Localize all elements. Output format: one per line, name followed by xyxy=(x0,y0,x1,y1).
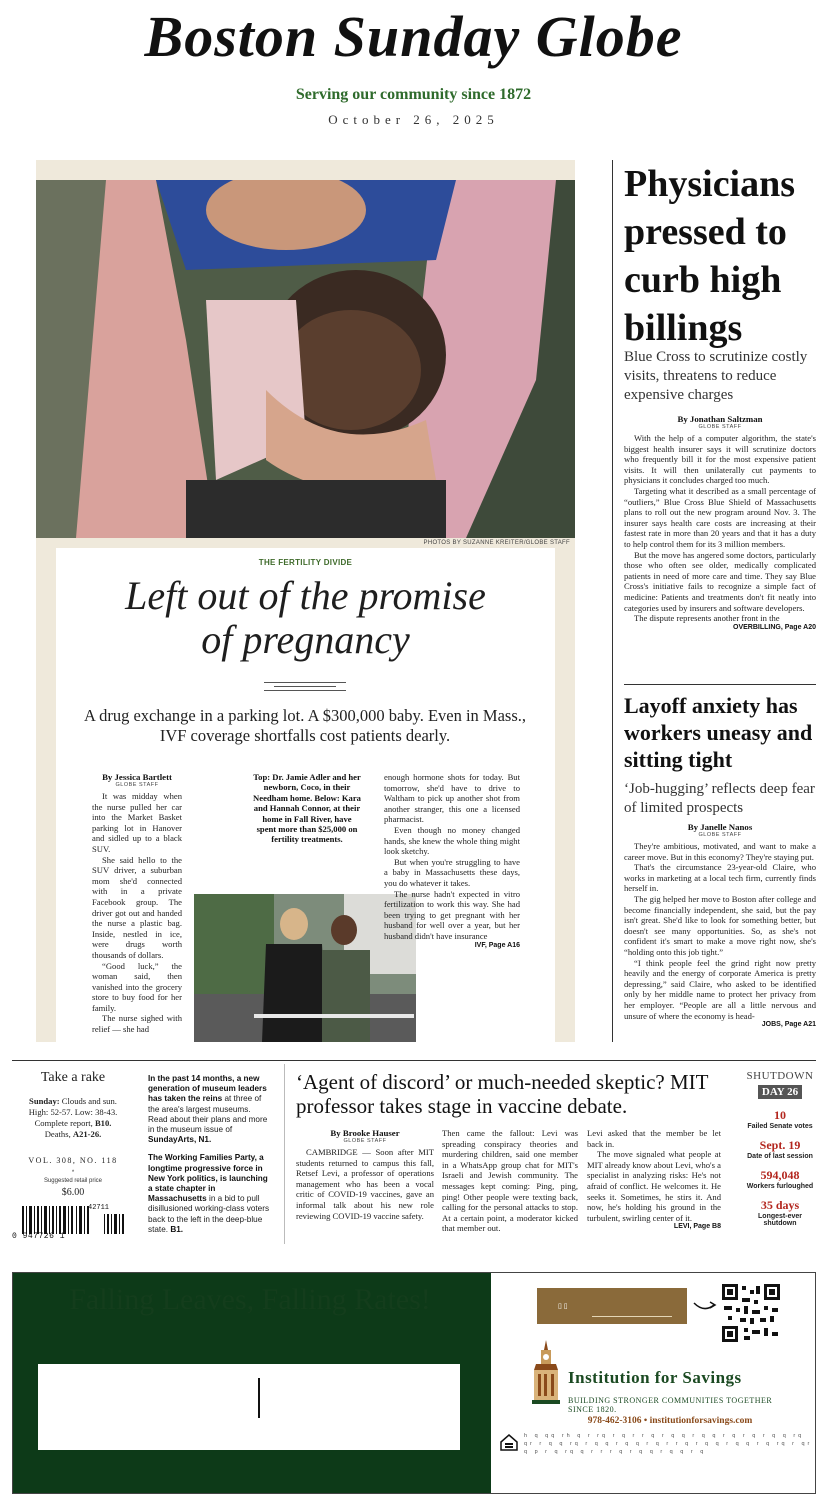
teaser-bold: The Working Families Party, a longtime progressive force in New York politics, is launching a state chapter in Massachusetts xyxy=(148,1153,268,1204)
teaser-bold: In the past 14 months, a new generation of museum leaders has taken the reins xyxy=(148,1074,267,1104)
feature-paragraph: The nurse hadn't expected in vitro fertilization to work this way. She had been trying to get pregnant with her husband for well over a year, but her husband didn't have insurance xyxy=(384,888,520,941)
right2-paragraph: That's the circumstance 23-year-old Claire, who works in marketing at a local tech firm, currently finds herself in. xyxy=(624,862,816,894)
barcode-top-number: 42711 xyxy=(88,1204,110,1212)
barcode xyxy=(20,1202,128,1236)
bottom-rule xyxy=(12,1060,816,1061)
mit-paragraph: Then came the fallout: Levi was spreading conspiracy theories and murdering children, said one member in a WhatsApp group chat for MIT's Israeli and Jewish community. The messages kept coming: Ping, ping, ping! Other people were texting back, calling for the personal attacks to stop. At a certain point, a moderator kicked that member out. xyxy=(442,1128,578,1234)
feature-byline: By Jessica Bartlett xyxy=(102,772,172,782)
mit-byline: By Brooke Hauser xyxy=(330,1128,400,1138)
photo-credit: PHOTOS BY SUZANNE KREITER/GLOBE STAFF xyxy=(423,540,570,546)
weather-sunday-label: Sunday: xyxy=(29,1096,60,1106)
main-photo xyxy=(36,180,575,538)
feature-paragraph: But when you're struggling to have a baby in Massachusetts these days, you do whatever it takes. xyxy=(384,856,520,888)
price: $6.00 xyxy=(61,1187,85,1198)
feature-paragraph: Even though no money changed hands, she knew the whole thing might look sketchy. xyxy=(384,824,520,857)
bank-building-icon xyxy=(530,1340,562,1408)
teaser-item[interactable] xyxy=(148,1074,272,1145)
right2-jump[interactable]: JOBS, Page A21 xyxy=(761,1021,816,1029)
right2-paragraph: They're ambitious, motivated, and want to make a career move. But in this economy? They're staying put. xyxy=(624,841,816,862)
shutdown-box xyxy=(744,1070,816,1227)
right2-staff: GLOBE STAFF xyxy=(698,832,742,838)
ad-button-line xyxy=(592,1316,672,1317)
ad-brand-tagline: BUILDING STRONGER COMMUNITIES TOGETHER SINCE 1820. xyxy=(568,1396,773,1414)
mit-paragraph: Levi asked that the member be let back in. xyxy=(587,1128,721,1149)
section-rule xyxy=(624,684,816,685)
mit-column-2 xyxy=(442,1128,578,1234)
mit-headline[interactable]: ‘Agent of discord’ or much-needed skeptic? MIT professor takes stage in vaccine debate. xyxy=(296,1070,709,1118)
feature-paragraph: “Good luck,” the woman said, then vanished into the grocery store to buy food for her family. xyxy=(92,960,182,1013)
feature-dek: A drug exchange in a parking lot. A $300,000 baby. Even in Mass., IVF coverage shortfalls cost patients dearly. xyxy=(83,706,527,745)
mother-baby-photo xyxy=(36,180,575,538)
right2-dek: ‘Job-hugging’ reflects deep fear of limited prospects xyxy=(624,781,815,816)
right2-headline[interactable]: Layoff anxiety has workers uneasy and sitting tight xyxy=(624,693,813,772)
feature-column-1 xyxy=(92,772,182,1035)
price-label: Suggested retail price xyxy=(43,1178,103,1184)
qr-code-icon[interactable] xyxy=(722,1284,780,1342)
mit-column-1 xyxy=(296,1128,434,1221)
feature-paragraph: She said hello to the SUV driver, a suburban mom she'd connected with in a private Facebook group. The driver got out and handed the nurse a plastic bag. Inside, nestled in ice, were drugs worth thousands of dollars. xyxy=(92,854,182,960)
weather-text xyxy=(20,1096,126,1140)
shutdown-stat-label: Date of last session xyxy=(747,1153,813,1160)
shutdown-stat-label: Workers furloughed xyxy=(746,1183,814,1190)
arrow-icon xyxy=(692,1298,718,1312)
feature-paragraph: It was midday when the nurse pulled her car into the Market Basket parking lot in Hanover and sidled up to a black SUV. xyxy=(92,791,182,854)
ad-faint-text: Falling Leaves, Falling Rates! xyxy=(69,1283,431,1316)
shutdown-stat-number: Sept. 19 xyxy=(759,1138,801,1152)
shutdown-title: SHUTDOWN xyxy=(746,1070,814,1082)
ad-fine-print: h q qq rh q r rq r q r r q r q q r q q r q r q r q q rq qr r q q rq r q q r q q r q r r q r q q r q q r q rq r qr q p r q rq q r r r q r q q r q q r q xyxy=(524,1433,813,1455)
couple-photo xyxy=(194,894,416,1042)
feature-paragraph: The nurse sighed with relief — she had xyxy=(92,1013,182,1035)
right2-byline: By Janelle Nanos xyxy=(687,822,753,832)
right2-story xyxy=(624,822,816,1028)
deaths-page[interactable]: A21-26. xyxy=(72,1129,102,1139)
teaser-text: in a bid to pull disillusioned working-class voters back to the left in the deep-blue state. xyxy=(148,1194,270,1234)
feature-paragraph: enough hormone shots for today. But tomorrow, she'd have to drive to Waltham to pick up another shot from another stranger, this one a licensed pharmacist. xyxy=(384,772,520,825)
shutdown-stat-label: Failed Senate votes xyxy=(747,1123,813,1130)
masthead-tagline: Serving our community since 1872 xyxy=(295,86,532,103)
star-mark: * xyxy=(71,1170,75,1176)
right1-headline[interactable]: Physicians pressed to curb high billings xyxy=(624,163,796,349)
teaser-text: at three of the area's largest museums. Read about their plans and more in the museum issue of xyxy=(148,1094,268,1135)
shutdown-stat-number: 10 xyxy=(774,1108,786,1122)
ad-button-text: ▯ ▯ xyxy=(558,1303,568,1310)
right1-jump[interactable]: OVERBILLING, Page A20 xyxy=(733,623,816,631)
shutdown-stat-number: 594,048 xyxy=(760,1168,800,1182)
ad-brand-name: Institution for Savings xyxy=(568,1368,742,1387)
right1-paragraph: With the help of a computer algorithm, the state's biggest health insurer says it will scrutinize doctors who frequently bill it for the most expensive patient visits. It will then unilaterally cut payments to physicians it concludes charged too much. xyxy=(624,433,816,486)
headline-ornament xyxy=(264,682,346,694)
ad-cursor xyxy=(258,1378,260,1418)
weather-title: Take a rake xyxy=(40,1070,106,1085)
shutdown-stat-label: Longest-ever shutdown xyxy=(758,1213,802,1227)
right1-staff: GLOBE STAFF xyxy=(698,424,742,430)
masthead-title: Boston Sunday Globe xyxy=(144,4,683,69)
right2-paragraph: The gig helped her move to Boston after college and become financially independent, she said, but the pay isn't great. She'd like to look for something better, but doesn't see many opportunities. So, as she's not confident it's smart to make a move right now, she's “holding onto this job tight.” xyxy=(624,893,816,957)
ad-white-box xyxy=(38,1364,460,1450)
mit-paragraph: CAMBRIDGE — Soon after MIT students returned to campus this fall, Retsef Levi, a professor of operations management who has been a vocal critic of COVID-19 vaccines, gave an informal talk about his new role reviewing COVID-19 vaccine safety. xyxy=(296,1147,434,1221)
right2-paragraph: “I think people feel the grind right now pretty heavily and the energy of corporate America is pretty depressing,” said Claire, who asked to be identified only by her middle name to protect her privacy from her employer. “People are all a little nervous and unsure of where the economy is head- xyxy=(624,957,816,1021)
barcode-icon xyxy=(20,1202,128,1236)
feature-column-3 xyxy=(384,772,520,949)
volume-number: VOL. 308, NO. 118 xyxy=(28,1156,118,1165)
teaser-item[interactable] xyxy=(148,1153,272,1235)
mit-column-3 xyxy=(587,1128,721,1230)
teasers xyxy=(148,1074,272,1243)
bottom-column-rule xyxy=(284,1064,285,1244)
ad-contact[interactable]: 978-462-3106 • institutionforsavings.com xyxy=(587,1416,753,1426)
teaser-ref: B1. xyxy=(170,1224,184,1234)
equal-housing-icon xyxy=(500,1434,518,1454)
feature-headline[interactable]: Left out of the promise of pregnancy xyxy=(125,573,486,662)
weather-forecast: Clouds and sun. High: 52-57. Low: 38-43. xyxy=(28,1096,118,1117)
weather-report-label: Complete report, xyxy=(34,1118,93,1128)
right1-dek: Blue Cross to scrutinize costly visits, threatens to reduce expensive charges xyxy=(624,349,808,403)
mit-paragraph: The move signaled what people at MIT already know about Levi, who's a specialist in analyzing risks: He's not afraid of conflict. He welcomes it. He seeks it. Sometimes, he stirs it. And now, he's holding his ground in the turbulent, swirling center of it. xyxy=(587,1149,721,1223)
weather-report-page[interactable]: B10. xyxy=(94,1118,112,1128)
photo-caption: Top: Dr. Jamie Adler and her newborn, Coco, in their Needham home. Below: Kara and Hannah Connor, at their home in Fall River, have spent more than $25,000 on fertility treatments. xyxy=(253,772,361,845)
right1-paragraph: But the move has angered some doctors, particularly those who often see older, medically complicated patients in need of more care and time. They say Blue Cross's initiative fails to recognize a simple fact of medicine: Patients and treatments don't fit neatly into categories used by insurers and software developers. xyxy=(624,549,816,613)
barcode-number: 0 947726 1 xyxy=(12,1232,66,1241)
secondary-photo xyxy=(194,894,416,1042)
masthead-date: October 26, 2025 xyxy=(328,112,499,127)
right1-paragraph: The dispute represents another front in the xyxy=(634,613,780,624)
deaths-label: Deaths, xyxy=(44,1129,71,1139)
shutdown-day: DAY 26 xyxy=(758,1085,802,1099)
feature-staff: GLOBE STAFF xyxy=(115,782,159,788)
right1-paragraph: Targeting what it described as a small percentage of “outliers,” Blue Cross Blue Shield of Massachusetts plans to roll out the new program around Nov. 3. The insurer says health care costs are increasing at their fastest rate in more than 20 years and that it has a duty to help control them for its 3 million members. xyxy=(624,485,816,549)
mit-jump[interactable]: LEVI, Page B8 xyxy=(673,1223,721,1231)
shutdown-stat-number: 35 days xyxy=(760,1198,800,1212)
right1-story xyxy=(624,414,816,631)
mit-staff: GLOBE STAFF xyxy=(343,1138,387,1144)
feature-jump[interactable]: IVF, Page A16 xyxy=(474,941,520,949)
right1-byline: By Jonathan Saltzman xyxy=(677,414,763,424)
teaser-ref: SundayArts, N1. xyxy=(148,1135,212,1145)
feature-kicker: THE FERTILITY DIVIDE xyxy=(258,558,353,567)
column-rule xyxy=(612,160,613,1042)
